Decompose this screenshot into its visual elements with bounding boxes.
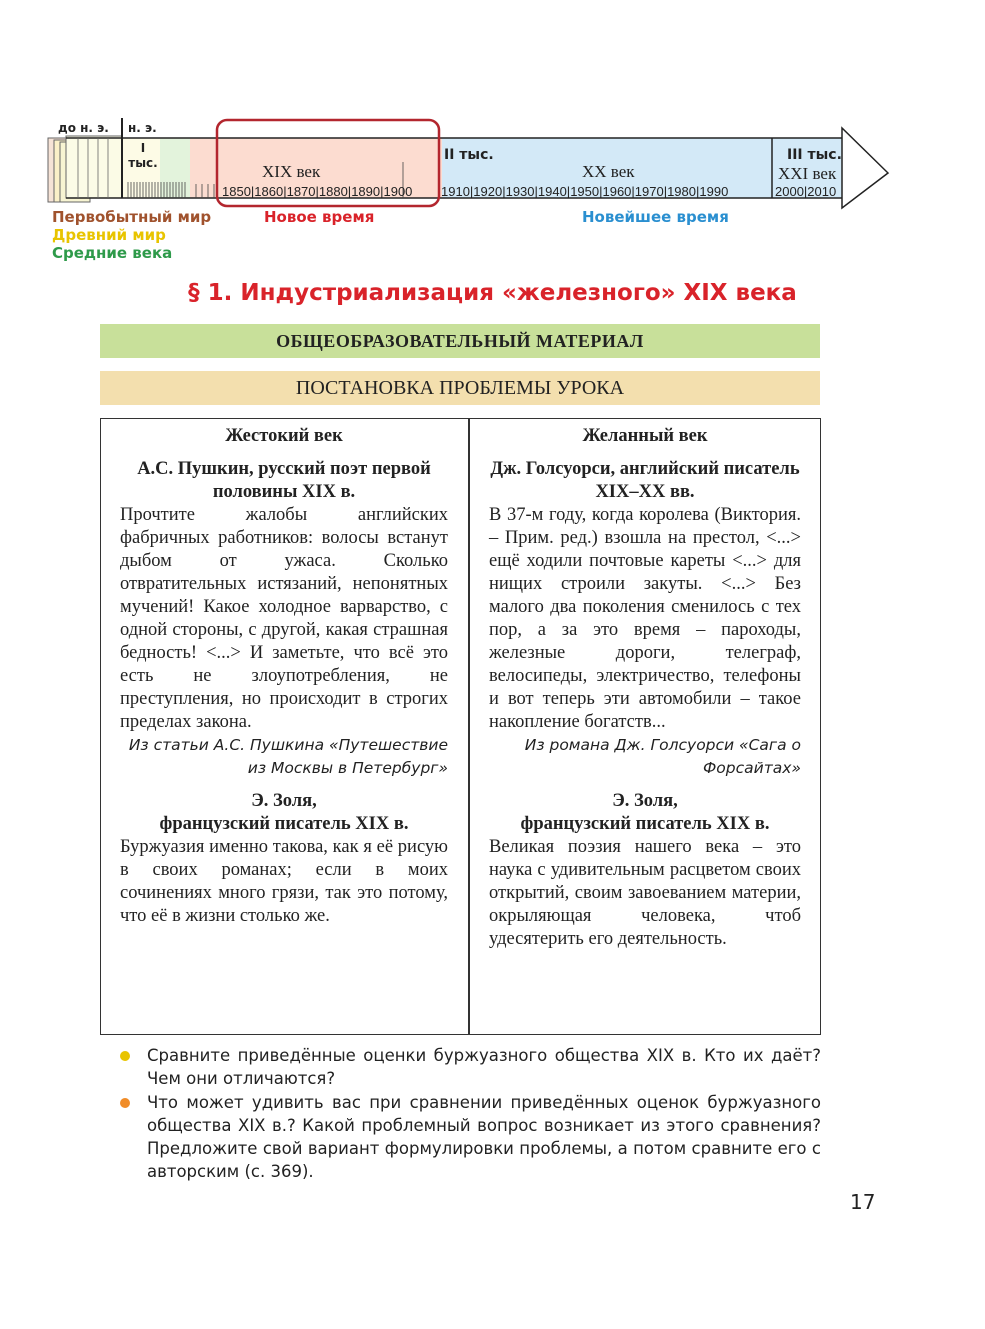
pushkin-quote: Прочтите жалобы английских фабричных работников: волосы встанут дыбом от ужаса. Сколько отвратительных истязаний, непонятных мучений! Какое холодное варварство, с одной стороны, с другой, какая страшная бедность! <...> И заметьте, что всё это есть не злоупотребления, не преступления, но происходит в строгих пределах закона. <box>120 505 448 732</box>
zola-quote-left: Буржуазия именно такова, как я её рисую в своих романах; если в моих сочинениях много грязи, так это потому, что её в жизни столько же. <box>120 837 448 926</box>
decades-20: 1910|1920|1930|1940|1950|1960|1970|1980|1990 <box>441 184 729 199</box>
timeline-arrow <box>40 118 900 218</box>
bc-label: до н. э. <box>58 121 109 135</box>
general-material-band: ОБЩЕОБРАЗОВАТЕЛЬНЫЙ МАТЕРИАЛ <box>100 324 820 358</box>
section-title: § 1. Индустриализация «железного» XIX века <box>188 280 797 306</box>
era-ancient: Древний мир <box>52 226 166 244</box>
first-millennium: I тыс. <box>128 141 158 170</box>
right-column <box>489 425 801 951</box>
pushkin-heading: А.С. Пушкин, русский поэт первой половины XIX в. <box>137 459 431 502</box>
page-number: 17 <box>850 1190 876 1214</box>
zola-heading-name-right: Э. Золя, <box>612 791 678 811</box>
zola-quote-right: Великая поэзия нашего века – это наука с удивительным расцветом своих открытий, своим завоеванием материи, окрыляющая человека, чтоб удесятерить его деятельность. <box>489 837 801 949</box>
century-21: XXI век <box>778 164 837 183</box>
right-column-title: Желанный век <box>582 426 708 446</box>
galsworthy-quote: В 37-м году, когда королева (Виктория. – Прим. ред.) взошла на престол, <...> ещё ходили почтовые кареты <...> для нищих строили закуты. <...> Без малого два поколения сменилось с тех пор, а за это время – пароходы, железные дороги, телеграф, велосипеды, электричество, телефоны и вот теперь эти автомобили – такое накопление богатств... <box>489 505 801 732</box>
problem-statement-band: ПОСТАНОВКА ПРОБЛЕМЫ УРОКА <box>100 371 820 405</box>
galsworthy-heading: Дж. Голсуорси, английский писатель XIX–XX вв. <box>490 459 800 502</box>
second-millennium: II тыс. <box>444 147 494 163</box>
third-millennium: III тыс. <box>787 147 842 163</box>
left-column-title: Жестокий век <box>225 426 343 446</box>
era-modern: Новое время <box>264 208 375 226</box>
era-primitive: Первобытный мир <box>52 208 212 226</box>
decades-19: 1850|1860|1870|1880|1890|1900 <box>222 184 413 199</box>
century-20: XX век <box>582 162 635 181</box>
question-2: Что может удивить вас при сравнении приведённых оценок буржуазного общества XIX в.? Какой проблемный вопрос возникает из этого сравнения? Предложите свой вариант формулировки проблемы, а потом сравните его с авторским (с. 369). <box>147 1093 821 1181</box>
question-1: Сравните приведённые оценки буржуазного общества XIX в. Кто их даёт? Чем они отличаются? <box>147 1046 821 1088</box>
pushkin-source: Из статьи А.С. Пушкина «Путешествие из Москвы в Петербург» <box>128 736 448 777</box>
ad-label: н. э. <box>128 121 157 135</box>
century-19: XIX век <box>262 162 321 181</box>
zola-heading-role-right: французский писатель XIX в. <box>520 814 770 834</box>
zola-heading-name: Э. Золя, <box>251 791 317 811</box>
galsworthy-source: Из романа Дж. Голсуорси «Сага о Форсайтах» <box>524 736 801 777</box>
bullet-icon <box>120 1098 130 1108</box>
era-newest: Новейшее время <box>582 208 729 226</box>
bullet-icon <box>120 1051 130 1061</box>
zola-heading-role: французский писатель XIX в. <box>159 814 409 834</box>
left-column <box>120 425 448 928</box>
era-middle-ages: Средние века <box>52 244 173 262</box>
decades-21: 2000|2010 <box>775 184 837 199</box>
